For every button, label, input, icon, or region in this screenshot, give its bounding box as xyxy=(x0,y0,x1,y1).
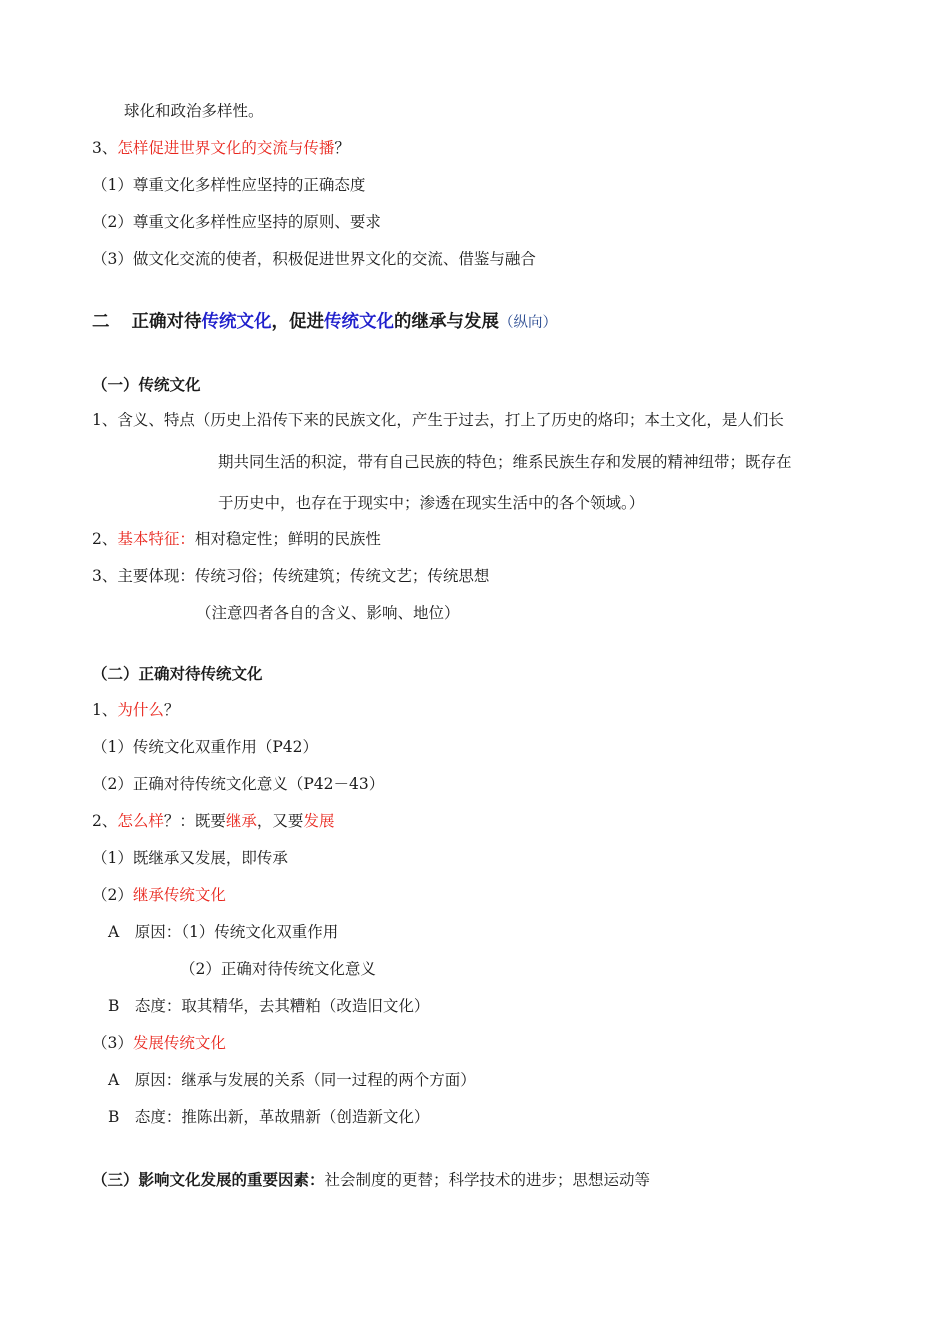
subsection-3-line xyxy=(92,1169,650,1191)
sub2-how-item-3-number: （3） xyxy=(92,1034,133,1052)
q3-item-3: （3）做文化交流的使者，积极促进世界文化的交流、借鉴与融合 xyxy=(92,250,536,268)
intro-continuation: 球化和政治多样性。 xyxy=(124,102,264,120)
section-2-note: （纵向） xyxy=(499,315,557,331)
q3-question-mark: ？ xyxy=(334,139,350,157)
sub1-item-1-line-3: 于历史中，也存在于现实中；渗透在现实生活中的各个领域。） xyxy=(218,494,645,512)
sub2-how-develop: 发展 xyxy=(303,812,335,830)
sub1-item-1-line-2: 期共同生活的积淀，带有自己民族的特色；维系民族生存和发展的精神纽带；既存在 xyxy=(218,453,792,471)
sub2-how-mid-2: ，又要 xyxy=(256,812,304,830)
sub2-why-item-2: （2）正确对待传统文化意义（P42－43） xyxy=(92,775,385,793)
sub2-how-item-3 xyxy=(92,1032,226,1054)
sub2-how-line xyxy=(92,810,334,832)
section-2-part-c: 的继承与发展 xyxy=(394,312,499,332)
sub1-item-3-note: （注意四者各自的含义、影响、地位） xyxy=(196,604,460,622)
sub2-why-label: 为什么 xyxy=(117,701,164,719)
sub2-how-number: 2、 xyxy=(92,812,118,830)
sub1-item-2-number: 2、 xyxy=(92,530,118,548)
sub2-develop-reason: A 原因：继承与发展的关系（同一过程的两个方面） xyxy=(108,1071,476,1089)
sub1-item-2 xyxy=(92,528,381,550)
sub2-why-line xyxy=(92,699,179,721)
section-2-part-a: 正确对待 xyxy=(131,312,202,332)
section-2-heading xyxy=(92,311,557,334)
q3-item-1: （1）尊重文化多样性应坚持的正确态度 xyxy=(92,176,366,194)
q3-line xyxy=(92,137,350,159)
section-2-part-b: ，促进 xyxy=(271,312,324,332)
sub2-why-question-mark: ？ xyxy=(163,701,180,719)
sub1-item-1-line-1: 1、含义、特点（历史上沿传下来的民族文化，产生于过去，打上了历史的烙印；本土文化，是人们长 xyxy=(92,411,784,429)
sub2-how-label: 怎么样 xyxy=(117,812,164,830)
sub2-why-number: 1、 xyxy=(92,701,118,719)
section-2-number: 二 xyxy=(92,312,110,332)
sub1-item-2-label: 基本特征： xyxy=(117,530,195,548)
sub1-item-3: 3、主要体现：传统习俗；传统建筑；传统文艺；传统思想 xyxy=(92,567,490,585)
sub2-how-inherit: 继承 xyxy=(225,812,257,830)
sub2-how-item-3-label: 发展传统文化 xyxy=(132,1034,226,1052)
sub2-how-item-1: （1）既继承又发展，即传承 xyxy=(92,849,288,867)
sub2-how-item-2 xyxy=(92,884,226,906)
sub2-inherit-attitude: B 态度：取其精华，去其糟粕（改造旧文化） xyxy=(108,997,430,1015)
sub2-why-item-1: （1）传统文化双重作用（P42） xyxy=(92,738,319,756)
section-2-highlight-1: 传统文化 xyxy=(201,312,272,332)
sub2-inherit-reason-2: （2）正确对待传统文化意义 xyxy=(180,960,376,978)
section-2-highlight-2: 传统文化 xyxy=(324,312,394,332)
subsection-3-heading: （三）影响文化发展的重要因素： xyxy=(92,1171,325,1189)
sub2-how-item-2-label: 继承传统文化 xyxy=(132,886,226,904)
subsection-2-heading: （二）正确对待传统文化 xyxy=(92,665,263,683)
sub2-how-mid: ？：既要 xyxy=(163,812,226,830)
sub1-item-2-text: 相对稳定性；鲜明的民族性 xyxy=(194,530,381,548)
q3-number: 3、 xyxy=(92,139,118,157)
subsection-1-heading: （一）传统文化 xyxy=(92,376,201,394)
q3-item-2: （2）尊重文化多样性应坚持的原则、要求 xyxy=(92,213,381,231)
subsection-3-text: 社会制度的更替；科学技术的进步；思想运动等 xyxy=(324,1171,651,1189)
q3-title: 怎样促进世界文化的交流与传播 xyxy=(117,139,335,157)
sub2-develop-attitude: B 态度：推陈出新，革故鼎新（创造新文化） xyxy=(108,1108,430,1126)
sub2-inherit-reason: A 原因：（1）传统文化双重作用 xyxy=(108,923,339,941)
sub2-how-item-2-number: （2） xyxy=(92,886,133,904)
